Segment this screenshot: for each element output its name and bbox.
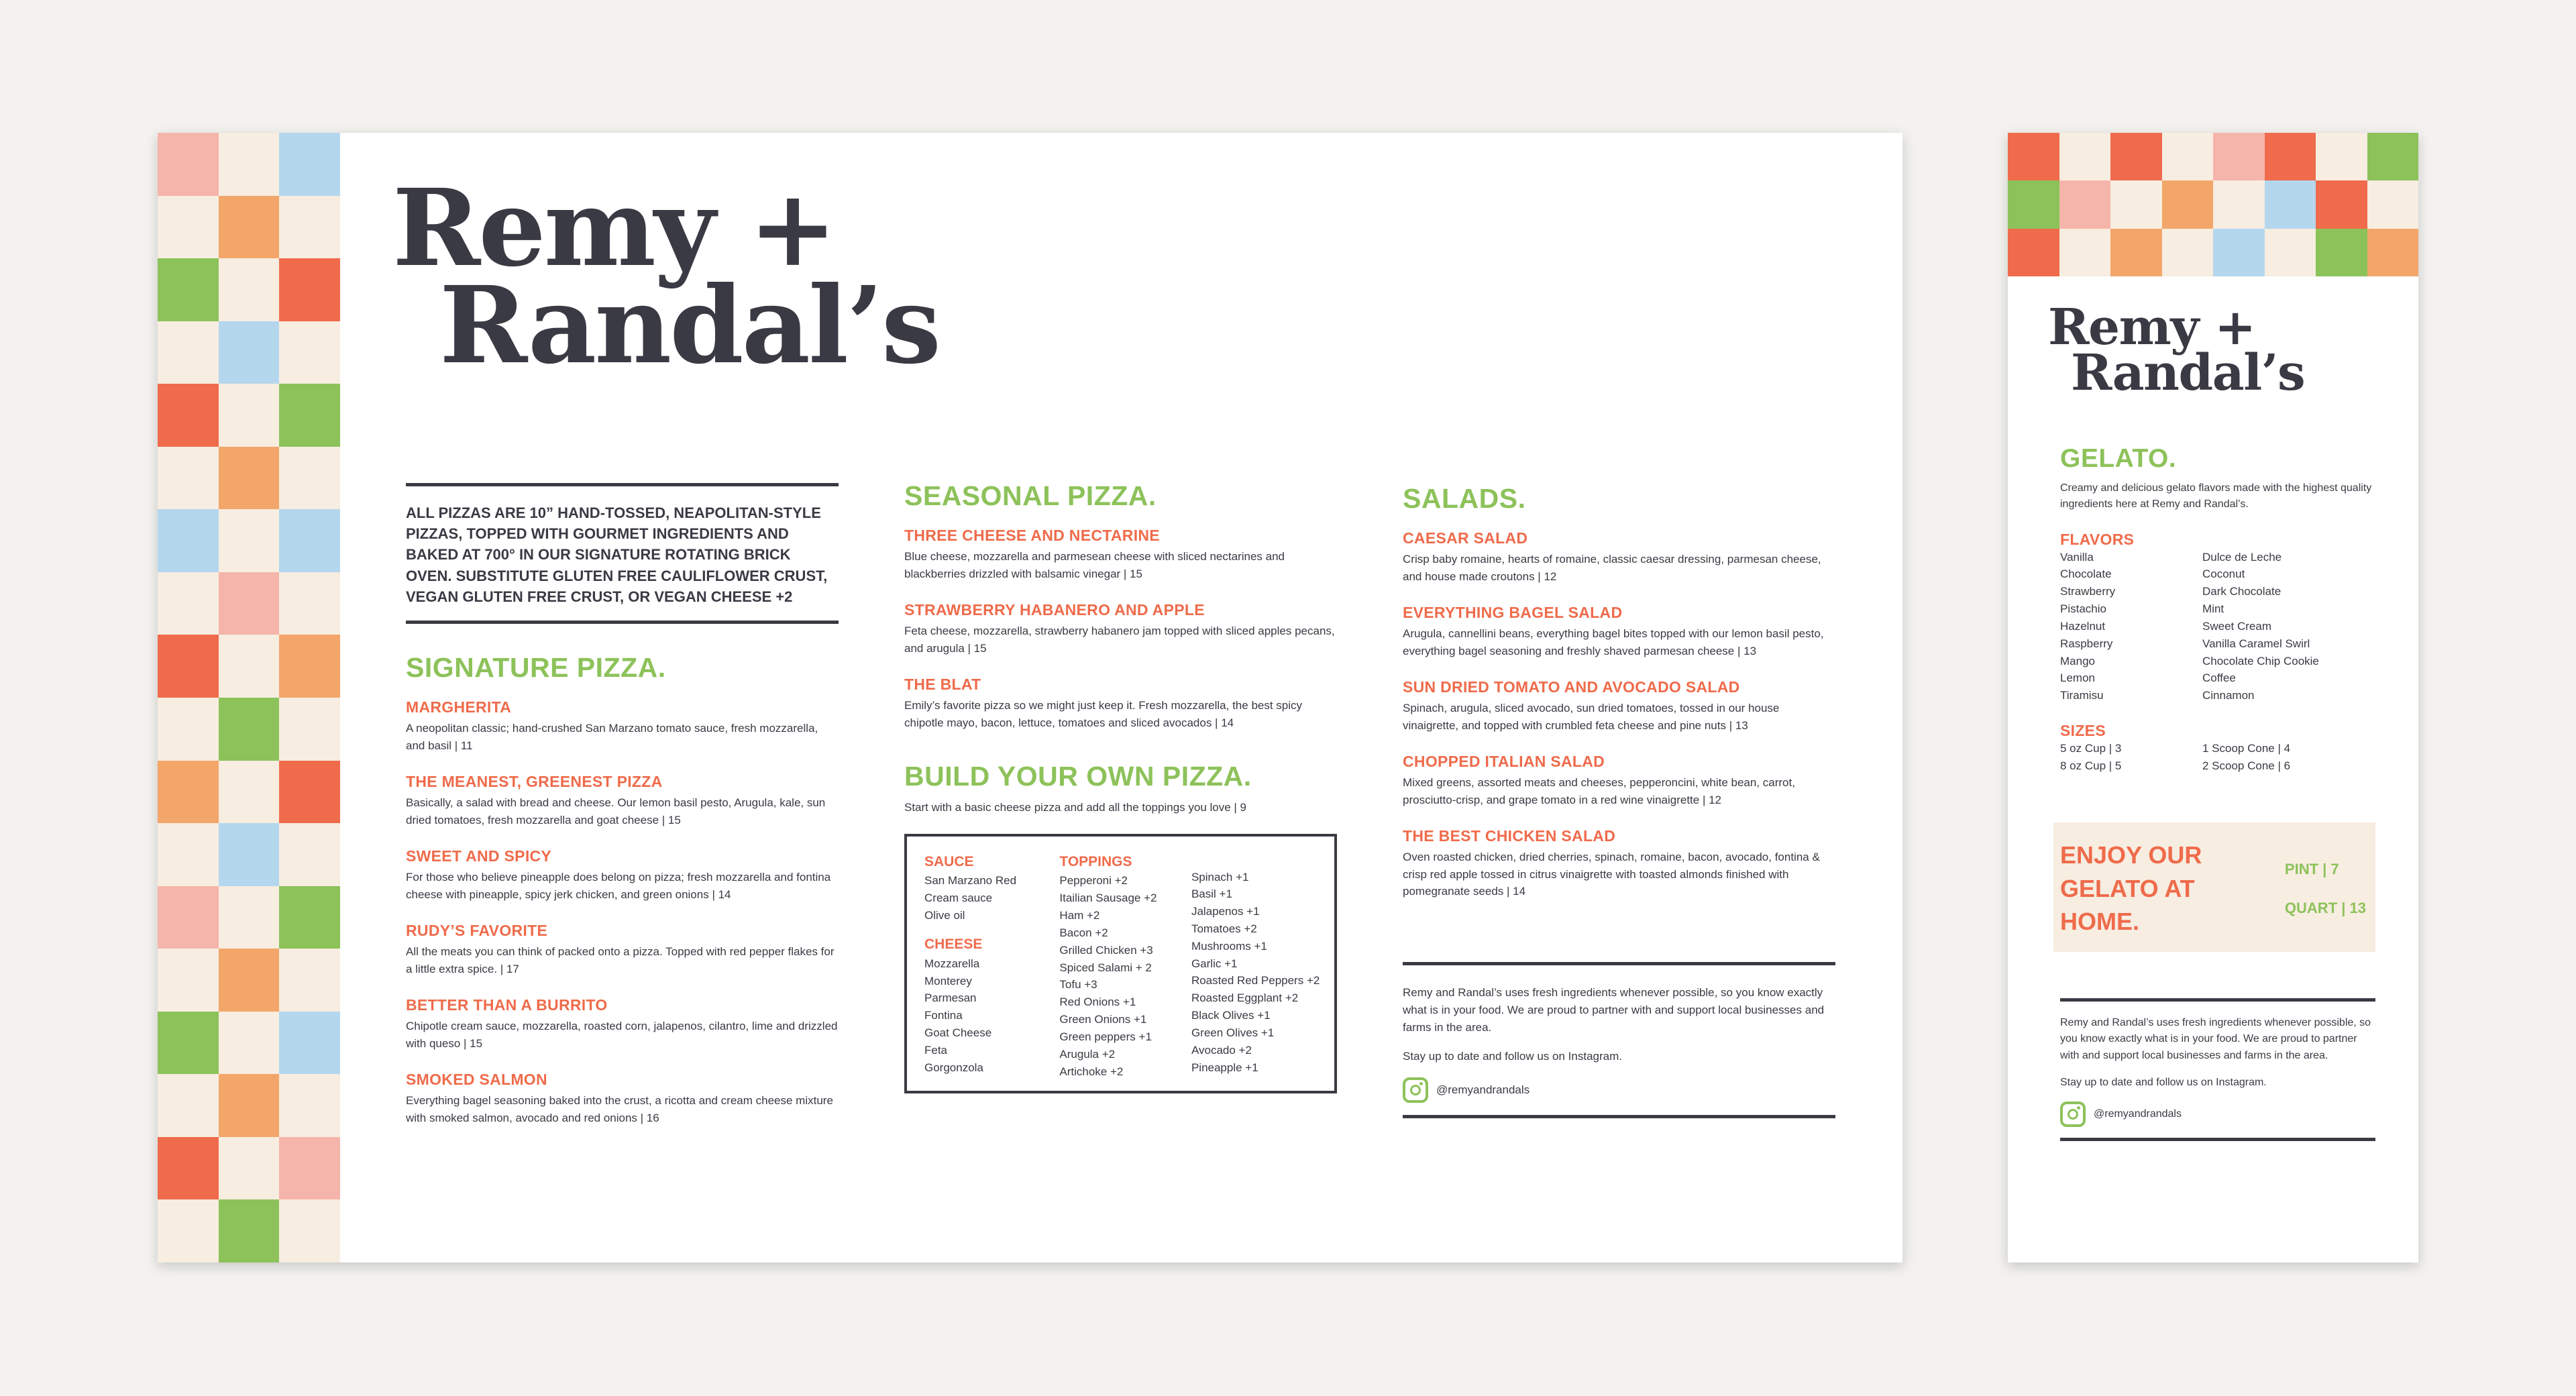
topping-option: Ham +2 <box>1059 909 1100 922</box>
seasonal-heading: SEASONAL PIZZA. <box>904 480 1157 511</box>
instagram-handle: @remyandrandals <box>2094 1108 2182 1120</box>
item-title: THE MEANEST, GREENEST PIZZA <box>406 773 663 791</box>
checker-square <box>2162 180 2214 228</box>
checker-square <box>158 1199 219 1263</box>
toppings-list-2 <box>1191 869 1321 1077</box>
checker-square <box>158 384 219 447</box>
sizes-col-1 <box>2060 740 2202 775</box>
menu-item <box>406 1071 839 1126</box>
item-title: CAESAR SALAD <box>1403 529 1528 547</box>
checker-square <box>219 823 280 886</box>
checker-square <box>279 572 340 635</box>
sizes-heading: SIZES <box>2060 722 2106 740</box>
byo-sauce-cheese <box>924 851 1047 1081</box>
topping-option: Mushrooms +1 <box>1191 939 1267 953</box>
logo-line-2: Randal’s <box>439 264 940 388</box>
menu-item <box>406 922 839 977</box>
topping-option: Bacon +2 <box>1059 926 1108 939</box>
item-title: THE BEST CHICKEN SALAD <box>1403 827 1616 845</box>
checker-square <box>2059 180 2111 228</box>
topping-option: Arugula +2 <box>1059 1047 1116 1061</box>
topping-option: Pineapple +1 <box>1191 1061 1258 1074</box>
cheese-option: Parmesan <box>924 991 977 1005</box>
logo-small <box>2048 299 2305 402</box>
cheese-option: Goat Cheese <box>924 1026 992 1040</box>
main-menu-sheet <box>158 133 1902 1263</box>
checker-square <box>219 447 280 510</box>
item-title: EVERYTHING BAGEL SALAD <box>1403 604 1623 621</box>
logo-line-1: Remy + <box>2048 299 2255 356</box>
checker-square <box>158 509 219 572</box>
toppings-heading: TOPPINGS <box>1059 853 1132 869</box>
checker-square <box>2162 133 2214 180</box>
flavors-heading: FLAVORS <box>2060 530 2135 548</box>
flavor-item: Pistachio <box>2060 602 2106 616</box>
checker-square <box>279 698 340 761</box>
checker-square <box>219 1199 280 1263</box>
item-description: Spinach, arugula, sliced avocado, sun dried tomatoes, tossed in our house vinaigrette, and topped with crumbled feta cheese and pine nuts | 13 <box>1403 702 1780 732</box>
checker-square <box>2008 229 2059 276</box>
flavor-item: Chocolate <box>2060 568 2112 581</box>
gelato-menu-sheet <box>2008 133 2418 1263</box>
instagram-link[interactable] <box>2060 1102 2375 1127</box>
cheese-option: Feta <box>924 1043 948 1057</box>
item-description: Mixed greens, assorted meats and cheeses, pepperoncini, white bean, carrot, prosciutto-crisp, and grape tomato in a red wine vinaigrette | 12 <box>1403 776 1795 806</box>
menu-item <box>1403 604 1835 659</box>
flavor-item: Mango <box>2060 654 2095 667</box>
item-title: BETTER THAN A BURRITO <box>406 996 608 1014</box>
checker-square <box>279 949 340 1012</box>
flavor-item: Sweet Cream <box>2202 619 2271 633</box>
sauce-list <box>924 872 1047 924</box>
checker-square <box>2367 229 2419 276</box>
checker-square <box>279 1074 340 1137</box>
flavor-item: Lemon <box>2060 672 2095 685</box>
size-item: 1 Scoop Cone | 4 <box>2202 742 2291 755</box>
footer-note: Remy and Randal’s uses fresh ingredients whenever possible, so you know exactly what is in your food. We are proud to partner with and support local businesses and farms in the area. <box>1403 986 1825 1034</box>
signature-column <box>406 483 839 1145</box>
checker-square <box>279 1199 340 1263</box>
checker-square <box>158 635 219 698</box>
checker-square <box>219 949 280 1012</box>
size-item: 8 oz Cup | 5 <box>2060 759 2122 772</box>
item-description: Arugula, cannellini beans, everything bagel bites topped with our lemon basil pesto, everything bagel seasoning and freshly shaved parmesan cheese | 13 <box>1403 627 1824 657</box>
menu-item <box>904 527 1337 582</box>
menu-item <box>406 847 839 903</box>
item-title: THE BLAT <box>904 676 981 693</box>
checker-square <box>279 823 340 886</box>
checker-header <box>2008 133 2418 276</box>
topping-option: Grilled Chicken +3 <box>1059 943 1153 957</box>
seasonal-column <box>904 480 1337 1093</box>
cheese-option: Monterey <box>924 974 972 987</box>
gelato-column <box>2060 444 2375 775</box>
checker-square <box>219 572 280 635</box>
enjoy-box <box>2053 822 2375 952</box>
checker-square <box>219 384 280 447</box>
signature-heading: SIGNATURE PIZZA. <box>406 652 666 684</box>
size-item: 5 oz Cup | 3 <box>2060 742 2122 755</box>
salads-list <box>1403 529 1835 900</box>
menu-item <box>1403 753 1835 808</box>
checker-square <box>158 258 219 321</box>
byo-box <box>904 834 1337 1094</box>
logo <box>392 166 940 388</box>
flavor-item: Strawberry <box>2060 585 2116 598</box>
item-title: SMOKED SALMON <box>406 1071 547 1089</box>
checker-square <box>158 886 219 949</box>
checker-square <box>2110 133 2162 180</box>
checker-square <box>2213 133 2265 180</box>
checker-square <box>2316 180 2367 228</box>
checker-square <box>2162 229 2214 276</box>
checker-square <box>279 509 340 572</box>
quart-price: QUART | 13 <box>2284 899 2366 916</box>
item-description: Emily’s favorite pizza so we might just keep it. Fresh mozzarella, the best spicy chipotle mayo, bacon, lettuce, tomatoes and sliced avocados | 14 <box>904 699 1303 729</box>
item-description: Crisp baby romaine, hearts of romaine, classic caesar dressing, parmesan cheese, and house made croutons | 12 <box>1403 553 1821 583</box>
checker-square <box>279 886 340 949</box>
checker-square <box>219 258 280 321</box>
checker-square <box>219 509 280 572</box>
item-title: SUN DRIED TOMATO AND AVOCADO SALAD <box>1403 678 1740 696</box>
checker-square <box>279 384 340 447</box>
checker-square <box>158 196 219 259</box>
checker-square <box>2110 180 2162 228</box>
checker-square <box>158 321 219 384</box>
menu-item <box>1403 529 1835 585</box>
footer-follow: Stay up to date and follow us on Instagram. <box>1403 1050 1622 1063</box>
topping-option: Roasted Red Peppers +2 <box>1191 974 1320 987</box>
divider <box>406 621 839 624</box>
footer-note: Remy and Randal’s uses fresh ingredients whenever possible, so you know exactly what is in your food. We are proud to partner with and support local businesses and farms in the area. <box>2060 1017 2371 1061</box>
logo-line-2: Randal’s <box>2071 344 2305 402</box>
checker-square <box>2110 229 2162 276</box>
signature-list <box>406 698 839 1126</box>
item-title: SWEET AND SPICY <box>406 847 552 865</box>
checker-square <box>279 761 340 824</box>
byo-toppings-1 <box>1059 851 1179 1081</box>
flavor-item: Vanilla Caramel Swirl <box>2202 637 2310 650</box>
salads-column <box>1403 483 1835 919</box>
item-description: Blue cheese, mozzarella and parmesean cheese with sliced nectarines and blackberries drizzled with balsamic vinegar | 15 <box>904 550 1285 580</box>
checker-square <box>2265 133 2316 180</box>
checker-border <box>158 133 340 1263</box>
checker-square <box>219 1012 280 1075</box>
topping-option: Artichoke +2 <box>1059 1065 1124 1078</box>
item-description: Everything bagel seasoning baked into the crust, a ricotta and cream cheese mixture with smoked salmon, avocado and red onions | 16 <box>406 1094 833 1124</box>
checker-square <box>219 698 280 761</box>
instagram-icon <box>1403 1077 1428 1103</box>
checker-square <box>2213 180 2265 228</box>
footer-block <box>1403 962 1835 1118</box>
menu-item <box>406 773 839 828</box>
salads-heading: SALADS. <box>1403 483 1526 514</box>
flavor-item: Raspberry <box>2060 637 2113 650</box>
item-title: MARGHERITA <box>406 698 512 716</box>
flavor-item: Cinnamon <box>2202 689 2255 702</box>
checker-square <box>279 321 340 384</box>
checker-square <box>158 1074 219 1137</box>
checker-square <box>2316 229 2367 276</box>
sizes-col-2 <box>2202 740 2290 775</box>
item-description: All the meats you can think of packed onto a pizza. Topped with red pepper flakes for a little extra spice. | 17 <box>406 945 835 975</box>
gelato-footer <box>2060 998 2375 1141</box>
item-title: CHOPPED ITALIAN SALAD <box>1403 753 1605 770</box>
topping-option: Garlic +1 <box>1191 957 1238 970</box>
toppings-list-1 <box>1059 872 1179 1080</box>
sizes-grid <box>2060 740 2375 775</box>
topping-option: Spiced Salami + 2 <box>1059 961 1152 974</box>
checker-square <box>158 823 219 886</box>
flavor-item: Vanilla <box>2060 550 2094 563</box>
flavor-item: Dark Chocolate <box>2202 585 2282 598</box>
menu-item <box>1403 827 1835 900</box>
byo-subtitle: Start with a basic cheese pizza and add all the toppings you love | 9 <box>904 801 1247 814</box>
flavors-col-1 <box>2060 549 2202 704</box>
cheese-heading: CHEESE <box>924 936 983 952</box>
checker-square <box>219 321 280 384</box>
item-title: STRAWBERRY HABANERO AND APPLE <box>904 601 1205 619</box>
flavors-col-2 <box>2202 549 2319 704</box>
flavor-item: Coconut <box>2202 568 2245 581</box>
topping-option: Tomatoes +2 <box>1191 922 1257 935</box>
checker-square <box>279 447 340 510</box>
cheese-option: Mozzarella <box>924 957 980 970</box>
menu-item <box>904 601 1337 657</box>
topping-option: Roasted Eggplant +2 <box>1191 991 1299 1005</box>
checker-square <box>158 1012 219 1075</box>
sauce-heading: SAUCE <box>924 853 974 869</box>
sauce-option: Cream sauce <box>924 892 993 905</box>
checker-square <box>2059 229 2111 276</box>
sauce-option: Olive oil <box>924 909 965 922</box>
checker-square <box>279 1012 340 1075</box>
checker-square <box>158 949 219 1012</box>
footer-follow: Stay up to date and follow us on Instagram. <box>2060 1076 2267 1088</box>
topping-option: Pepperoni +2 <box>1059 874 1128 888</box>
checker-square <box>279 635 340 698</box>
divider <box>1403 1115 1835 1118</box>
gelato-intro: Creamy and delicious gelato flavors made with the highest quality ingredients here at Remy and Randal’s. <box>2060 482 2372 511</box>
topping-option: Tofu +3 <box>1059 978 1097 991</box>
menu-item <box>1403 678 1835 734</box>
gelato-heading: GELATO. <box>2060 444 2177 473</box>
checker-square <box>158 698 219 761</box>
divider <box>2060 998 2375 1002</box>
topping-option: Basil +1 <box>1191 888 1232 901</box>
pint-price: PINT | 7 <box>2284 861 2339 878</box>
item-description: Oven roasted chicken, dried cherries, spinach, romaine, bacon, avocado, fontina & crisp red apple tossed in citrus vinaigrette with toasted almonds finished with pomegranate seeds | 14 <box>1403 851 1820 898</box>
checker-square <box>2265 229 2316 276</box>
flavor-item: Mint <box>2202 602 2224 616</box>
instagram-icon <box>2060 1102 2086 1127</box>
checker-square <box>2213 229 2265 276</box>
checker-square <box>2008 180 2059 228</box>
checker-square <box>2367 180 2419 228</box>
flavor-item: Tiramisu <box>2060 689 2104 702</box>
cheese-option: Gorgonzola <box>924 1061 983 1074</box>
cheese-option: Fontina <box>924 1009 963 1022</box>
checker-square <box>279 196 340 259</box>
checker-square <box>219 886 280 949</box>
checker-square <box>158 447 219 510</box>
checker-square <box>2059 133 2111 180</box>
checker-square <box>279 258 340 321</box>
item-description: For those who believe pineapple does belong on pizza; fresh mozzarella and fontina cheese with pineapple, spicy jerk chicken, and green onions | 14 <box>406 871 831 901</box>
instagram-handle: @remyandrandals <box>1436 1083 1530 1097</box>
intro-text: ALL PIZZAS ARE 10” HAND-TOSSED, NEAPOLITAN-STYLE PIZZAS, TOPPED WITH GOURMET INGREDIENTS AND BAKED AT 700° IN OUR SIGNATURE ROTATING BRICK OVEN. SUBSTITUTE GLUTEN FREE CAULIFLOWER CRUST, VEGAN GLUTEN FREE CRUST, OR VEGAN CHEESE +2 <box>406 504 828 605</box>
item-title: THREE CHEESE AND NECTARINE <box>904 527 1160 544</box>
topping-option: Jalapenos +1 <box>1191 905 1260 918</box>
seasonal-list <box>904 527 1337 731</box>
sauce-option: San Marzano Red <box>924 874 1017 888</box>
checker-square <box>2316 133 2367 180</box>
checker-square <box>219 761 280 824</box>
cheese-list <box>924 955 1047 1077</box>
topping-option: Avocado +2 <box>1191 1043 1252 1057</box>
topping-option: Black Olives +1 <box>1191 1009 1271 1022</box>
topping-option: Green peppers +1 <box>1059 1030 1152 1043</box>
checker-square <box>219 635 280 698</box>
enjoy-title: ENJOY OUR GELATO AT HOME. <box>2060 841 2202 936</box>
topping-option: Spinach +1 <box>1191 870 1249 883</box>
menu-item <box>406 698 839 754</box>
flavors-grid <box>2060 549 2375 704</box>
checker-square <box>158 133 219 196</box>
flavor-item: Coffee <box>2202 672 2236 685</box>
item-title: RUDY’S FAVORITE <box>406 922 548 940</box>
topping-option: Red Onions +1 <box>1059 996 1136 1009</box>
divider <box>1403 962 1835 965</box>
byo-heading: BUILD YOUR OWN PIZZA. <box>904 761 1252 792</box>
checker-square <box>219 196 280 259</box>
checker-square <box>219 1074 280 1137</box>
item-description: Feta cheese, mozzarella, strawberry habanero jam topped with sliced apples pecans, and arugula | 15 <box>904 625 1335 655</box>
enjoy-prices <box>2285 850 2366 926</box>
checker-square <box>158 761 219 824</box>
topping-option: Green Olives +1 <box>1191 1026 1275 1039</box>
checker-square <box>219 133 280 196</box>
flavor-item: Hazelnut <box>2060 619 2106 633</box>
item-description: A neopolitan classic; hand-crushed San Marzano tomato sauce, fresh mozzarella, and basil | 11 <box>406 722 818 752</box>
size-item: 2 Scoop Cone | 6 <box>2202 759 2291 772</box>
item-description: Chipotle cream sauce, mozzarella, roasted corn, jalapenos, cilantro, lime and drizzled with queso | 15 <box>406 1020 838 1050</box>
checker-square <box>2367 133 2419 180</box>
topping-option: Green Onions +1 <box>1059 1013 1147 1026</box>
divider <box>2060 1138 2375 1141</box>
flavor-item: Dulce de Leche <box>2202 550 2282 563</box>
item-description: Basically, a salad with bread and cheese. Our lemon basil pesto, Arugula, kale, sun dried tomatoes, fresh mozzarella and goat cheese | 15 <box>406 796 826 826</box>
menu-item <box>904 676 1337 731</box>
topping-option: Itailian Sausage +2 <box>1059 892 1157 905</box>
flavor-item: Chocolate Chip Cookie <box>2202 654 2319 667</box>
byo-toppings-2 <box>1191 851 1321 1081</box>
menu-item <box>406 996 839 1052</box>
checker-square <box>158 1137 219 1200</box>
checker-square <box>2265 180 2316 228</box>
checker-square <box>279 1137 340 1200</box>
checker-square <box>2008 133 2059 180</box>
logo-line-1: Remy + <box>392 166 836 290</box>
checker-square <box>158 572 219 635</box>
instagram-link[interactable] <box>1403 1077 1835 1103</box>
checker-square <box>219 1137 280 1200</box>
checker-square <box>279 133 340 196</box>
